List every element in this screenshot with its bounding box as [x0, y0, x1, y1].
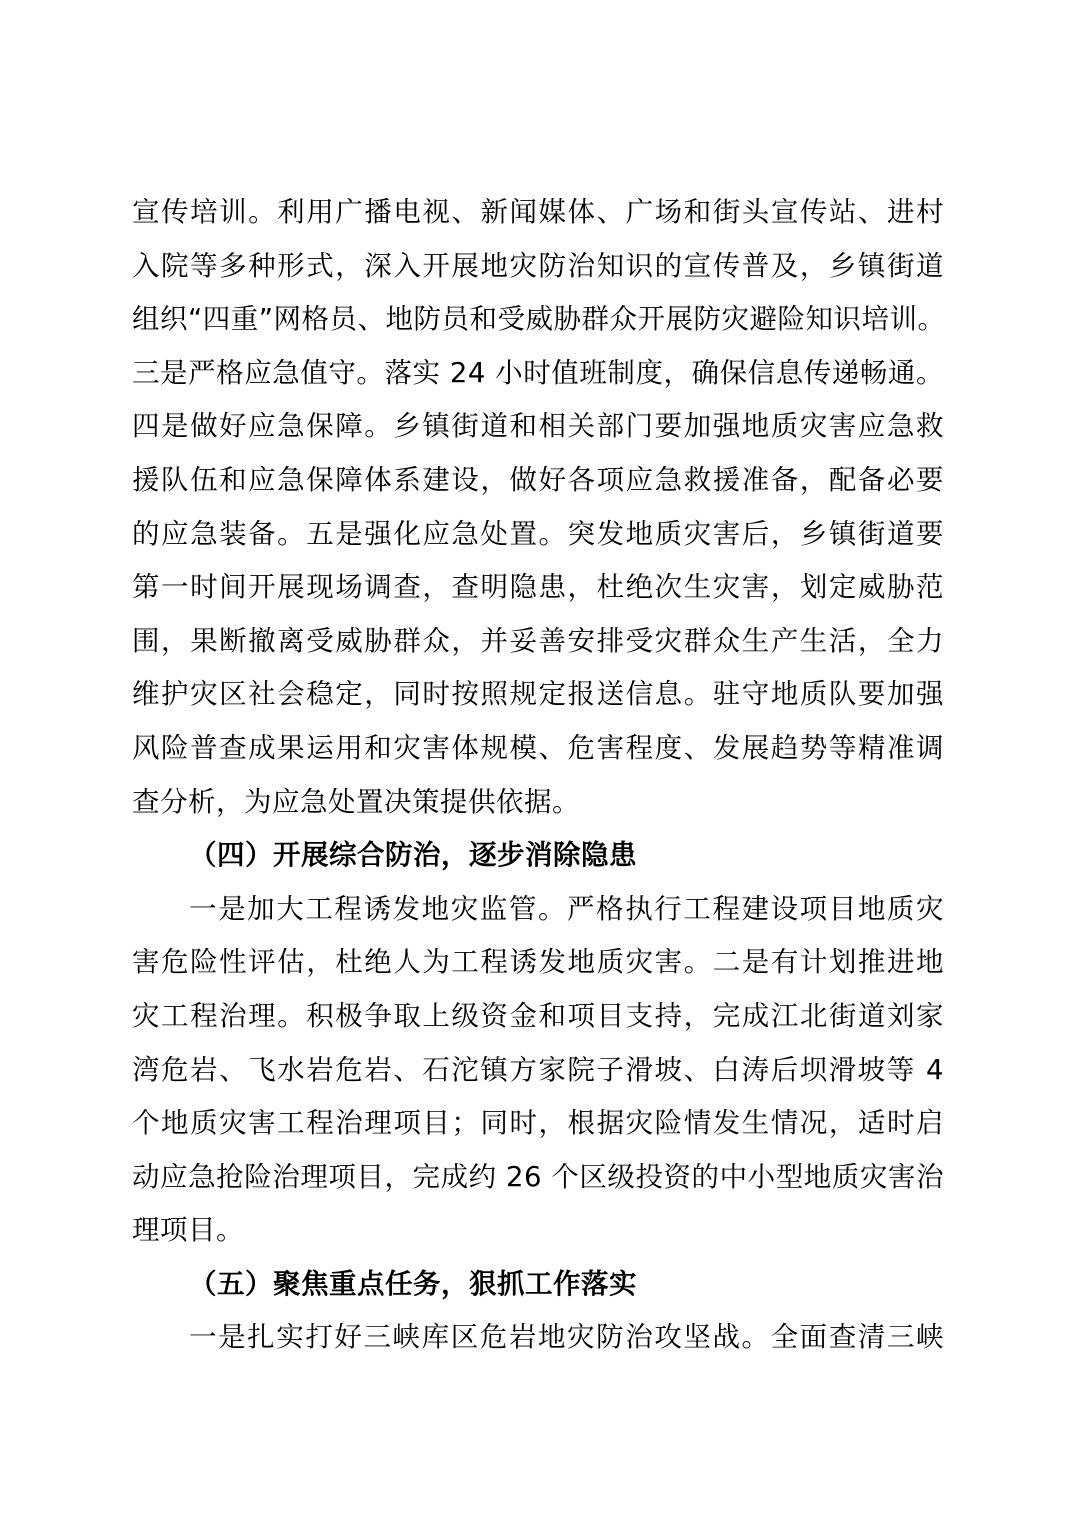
text-line: 个地质灾害工程治理项目；同时，根据灾险情发生情况，适时启 [132, 1107, 944, 1140]
text-line: 四是做好应急保障。乡镇街道和相关部门要加强地质灾害应急救 [132, 410, 944, 443]
text-line: 宣传培训。利用广播电视、新闻媒体、广场和街头宣传站、进村 [132, 196, 944, 228]
text-line: 动应急抢险治理项目，完成约 26 个区级投资的中小型地质灾害治 [132, 1160, 944, 1193]
text-line: 援队伍和应急保障体系建设，做好各项应急救援准备，配备必要 [132, 463, 944, 496]
text-line: 三是严格应急值守。落实 24 小时值班制度，确保信息传递畅通。 [132, 356, 944, 389]
text-line: 查分析，为应急处置决策提供依据。 [132, 785, 580, 818]
text-line: 组织“四重”网格员、地防员和受威胁群众开展防灾避险知识培训。 [132, 303, 946, 336]
text-line: 理项目。 [132, 1214, 244, 1247]
text-line: 维护灾区社会稳定，同时按照规定报送信息。驻守地质队要加强 [132, 678, 944, 711]
text-line: 的应急装备。五是强化应急处置。突发地质灾害后，乡镇街道要 [132, 517, 944, 550]
text-line: 入院等多种形式，深入开展地灾防治知识的宣传普及，乡镇街道 [132, 249, 944, 282]
text-line: 围，果断撤离受威胁群众，并妥善安排受灾群众生产生活，全力 [132, 624, 944, 657]
text-line: 灾工程治理。积极争取上级资金和项目支持，完成江北街道刘家 [132, 999, 944, 1032]
text-line: 第一时间开展现场调查，查明隐患，杜绝次生灾害，划定威胁范 [132, 571, 944, 604]
text-line: 害危险性评估，杜绝人为工程诱发地质灾害。二是有计划推进地 [132, 946, 944, 979]
section-heading-4: （四）开展综合防治，逐步消除隐患 [189, 839, 637, 872]
document-body [132, 186, 944, 1365]
text-line: 湾危岩、飞水岩危岩、石沱镇方家院子滑坡、白涛后坝滑坡等 4 [132, 1053, 944, 1086]
text-line: 一是加大工程诱发地灾监管。严格执行工程建设项目地质灾 [189, 892, 944, 925]
section-heading-5: （五）聚焦重点任务，狠抓工作落实 [189, 1267, 637, 1300]
text-line: 一是扎实打好三峡库区危岩地灾防治攻坚战。全面查清三峡 [189, 1321, 944, 1354]
text-line: 风险普查成果运用和灾害体规模、危害程度、发展趋势等精准调 [132, 731, 944, 764]
